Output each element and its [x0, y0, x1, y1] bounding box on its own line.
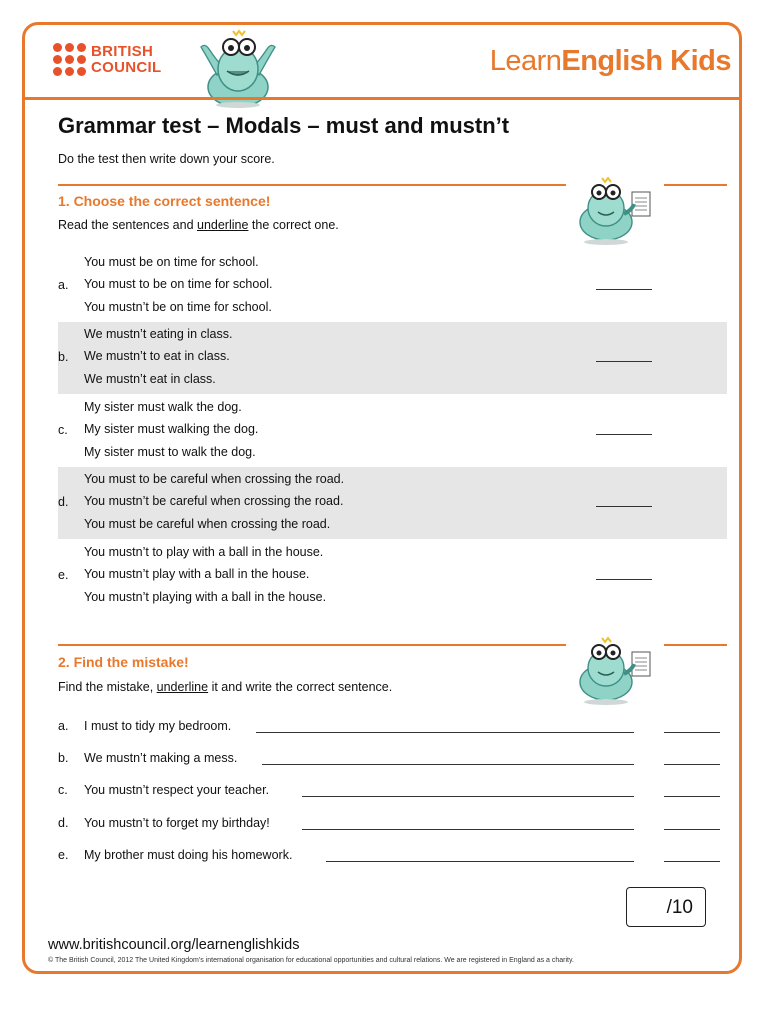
intro-text: Do the test then write down your score.: [58, 152, 275, 166]
british-council-wordmark: BRITISH COUNCIL: [91, 43, 162, 76]
q2-a-correction-line[interactable]: [256, 732, 634, 733]
q1-a-option-2[interactable]: You must to be on time for school.: [84, 277, 273, 291]
q2-c-sentence[interactable]: You mustn’t respect your teacher.: [84, 783, 270, 797]
british-council-dots-icon: [53, 43, 87, 77]
header-divider: [25, 97, 739, 100]
section1-divider-right: [664, 184, 727, 186]
q2-a-sentence[interactable]: I must to tidy my bedroom.: [84, 719, 232, 733]
q2-item-b: b. We mustn’t making a mess.: [58, 751, 727, 771]
section2-heading: 2. Find the mistake!: [58, 654, 189, 670]
q1-item-a: a. You must be on time for school. You must to be on time for school. You mustn’t be on time for school.: [58, 250, 727, 322]
q1-item-b: b. We mustn’t eating in class. We mustn’t to eat in class. We mustn’t eat in class.: [58, 322, 727, 394]
q1-item-e: e. You mustn’t to play with a ball in the house. You mustn’t play with a ball in the house. You mustn’t playing with a ball in the house.: [58, 540, 727, 612]
q2-a-answer-blank[interactable]: [664, 732, 720, 733]
q1-b-answer-blank[interactable]: [596, 347, 652, 362]
page-title: Grammar test – Modals – must and mustn’t: [58, 113, 510, 138]
q1-d-option-1[interactable]: You must to be careful when crossing the road.: [84, 472, 345, 486]
q2-e-sentence[interactable]: My brother must doing his homework.: [84, 848, 293, 862]
q2-d-sentence[interactable]: You mustn’t to forget my birthday!: [84, 816, 270, 830]
q1-e-option-1[interactable]: You mustn’t to play with a ball in the house.: [84, 545, 324, 559]
footer-copyright: © The British Council, 2012 The United Kingdom’s international organisation for educational opportunities and cultural relations. We are registered in England as a charity.: [48, 957, 574, 964]
q1-item-d: d. You must to be careful when crossing the road. You mustn’t be careful when crossing the road. You must be careful when crossing the road.: [58, 467, 727, 539]
q1-c-answer-blank[interactable]: [596, 420, 652, 435]
q1-item-c: c. My sister must walk the dog. My sister must walking the dog. My sister must to walk the dog.: [58, 395, 727, 467]
section2-instructions: Find the mistake, underline it and write the correct sentence.: [58, 680, 393, 694]
q1-a-option-1[interactable]: You must be on time for school.: [84, 255, 259, 269]
footer-url-link[interactable]: www.britishcouncil.org/learnenglishkids: [48, 937, 300, 953]
learnenglish-kids-logo[interactable]: LearnEnglish Kids: [489, 45, 731, 77]
q1-c-option-3[interactable]: My sister must to walk the dog.: [84, 445, 256, 459]
q2-c-answer-blank[interactable]: [664, 796, 720, 797]
score-total: /10: [666, 897, 693, 918]
q1-e-answer-blank[interactable]: [596, 565, 652, 580]
q2-item-e: e. My brother must doing his homework.: [58, 848, 727, 868]
q1-d-answer-blank[interactable]: [596, 492, 652, 507]
british-council-logo[interactable]: [53, 43, 178, 83]
q1-c-option-2[interactable]: My sister must walking the dog.: [84, 422, 259, 436]
section2-divider-left: [58, 644, 566, 646]
q2-item-a: a. I must to tidy my bedroom.: [58, 719, 727, 739]
q1-b-option-2[interactable]: We mustn’t to eat in class.: [84, 349, 230, 363]
q2-b-correction-line[interactable]: [262, 764, 634, 765]
q2-d-answer-blank[interactable]: [664, 829, 720, 830]
q2-item-d: d. You mustn’t to forget my birthday!: [58, 816, 727, 836]
q1-b-option-3[interactable]: We mustn’t eat in class.: [84, 372, 216, 386]
monster-reading-icon: [570, 174, 660, 246]
section1-instructions: Read the sentences and underline the correct one.: [58, 218, 339, 232]
q1-a-option-3[interactable]: You mustn’t be on time for school.: [84, 300, 272, 314]
header: [25, 25, 739, 97]
score-box[interactable]: [626, 887, 706, 927]
q1-e-option-3[interactable]: You mustn’t playing with a ball in the house.: [84, 590, 327, 604]
q2-e-correction-line[interactable]: [326, 861, 634, 862]
section1-divider-left: [58, 184, 566, 186]
q2-e-answer-blank[interactable]: [664, 861, 720, 862]
q2-c-correction-line[interactable]: [302, 796, 634, 797]
q2-b-answer-blank[interactable]: [664, 764, 720, 765]
q1-d-option-2[interactable]: You mustn’t be careful when crossing the road.: [84, 494, 344, 508]
q2-d-correction-line[interactable]: [302, 829, 634, 830]
section1-heading: 1. Choose the correct sentence!: [58, 193, 271, 209]
q1-d-option-3[interactable]: You must be careful when crossing the road.: [84, 517, 331, 531]
q2-item-c: c. You mustn’t respect your teacher.: [58, 783, 727, 803]
q2-b-sentence[interactable]: We mustn’t making a mess.: [84, 751, 238, 765]
q1-e-option-2[interactable]: You mustn’t play with a ball in the house.: [84, 567, 310, 581]
q1-b-option-1[interactable]: We mustn’t eating in class.: [84, 327, 233, 341]
section2-divider-right: [664, 644, 727, 646]
q1-c-option-1[interactable]: My sister must walk the dog.: [84, 400, 242, 414]
monster-reading-icon: [570, 634, 660, 706]
q1-a-answer-blank[interactable]: [596, 275, 652, 290]
